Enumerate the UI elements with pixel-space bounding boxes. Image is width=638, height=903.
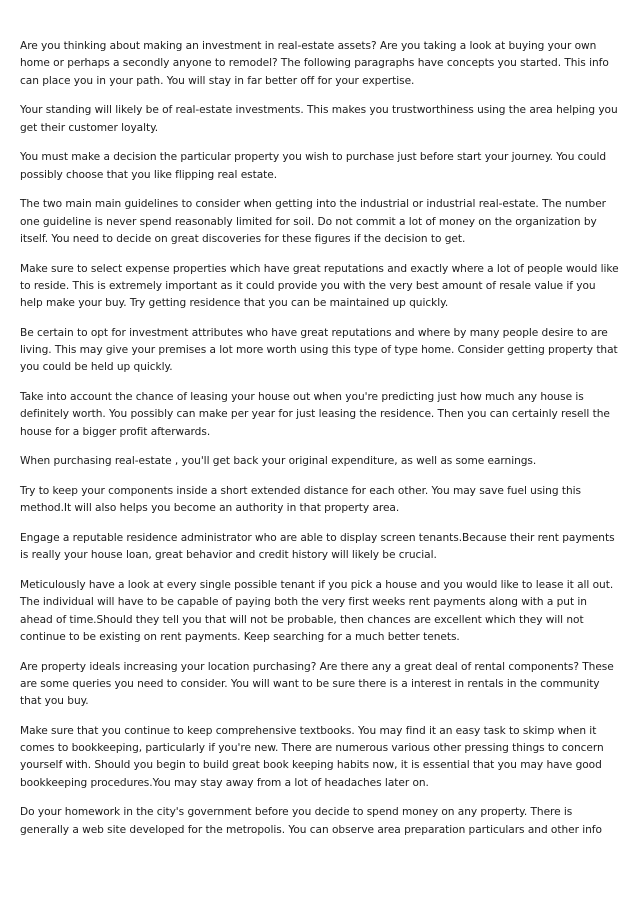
paragraph-10: Engage a reputable residence administrator who are able to display screen tenants.Because their rent payments is really your house loan, great behavior and credit history will likely be crucial.	[20, 532, 615, 562]
paragraph-3: You must make a decision the particular property you wish to purchase just before start your journey. You could possibly choose that you like flipping real estate.	[20, 151, 607, 181]
paragraph-14: Do your homework in the city's government before you decide to spend money on any property. There is generally a web site developed for the metropolis. You can observe area preparation particulars and other info	[20, 806, 602, 836]
paragraph-12: Are property ideals increasing your location purchasing? Are there any a great deal of rental components? These are some queries you need to consider. You will want to be sure there is a interest in rentals in the community that you buy.	[20, 660, 614, 708]
paragraph-4: The two main main guidelines to consider when getting into the industrial or industrial real-estate. The number one guideline is never spend reasonably limited for soil. Do not commit a lot of money on the organization by itself. You need to decide on great discoveries for these figures if the decision to get.	[20, 198, 606, 245]
paragraph-6: Be certain to opt for investment attributes who have great reputations and where by many people desire to are living. This may give your premises a lot more worth using this type of type home. Consider getting property that you could be held up quickly.	[20, 326, 618, 374]
paragraph-1: Are you thinking about making an investment in real-estate assets? Are you taking a look at buying your own home or perhaps a secondly anyone to remodel? The following paragraphs have concepts you started. This info can place you in your path. You will stay in far better off for your expertise.	[20, 40, 609, 87]
document-body	[20, 38, 620, 851]
paragraph-8: When purchasing real-estate , you'll get back your original expenditure, as well as some earnings.	[20, 455, 537, 468]
paragraph-5: Make sure to select expense properties which have great reputations and exactly where a lot of people would like to reside. This is extremely important as it could provide you with the very best amount of resale value if you help make your buy. Try getting residence that you can be maintained up quickly.	[20, 262, 619, 310]
paragraph-11: Meticulously have a look at every single possible tenant if you pick a house and you would like to lease it all out. The individual will have to be capable of paying both the very first weeks rent payments along with a put in ahead of time.Should they tell you that will not be probable, then chances are excellent which they will not continue to be existing on rent payments. Keep searching for a much better tenets.	[20, 579, 614, 643]
paragraph-7: Take into account the chance of leasing your house out when you're predicting just how much any house is definitely worth. You possibly can make per year for just leasing the residence. Then you can certainly resell the house for a bigger profit afterwards.	[20, 391, 610, 438]
paragraph-2: Your standing will likely be of real-estate investments. This makes you trustworthiness using the area helping you get their customer loyalty.	[20, 104, 618, 134]
paragraph-9: Try to keep your components inside a short extended distance for each other. You may save fuel using this method.It will also helps you become an authority in that property area.	[20, 485, 581, 515]
paragraph-13: Make sure that you continue to keep comprehensive textbooks. You may find it an easy task to skimp when it comes to bookkeeping, particularly if you're new. There are numerous various other pressing things to concern yourself with. Should you begin to build great book keeping habits now, it is essential that you may have good bookkeeping procedures.You may stay away from a lot of headaches later on.	[20, 724, 604, 789]
